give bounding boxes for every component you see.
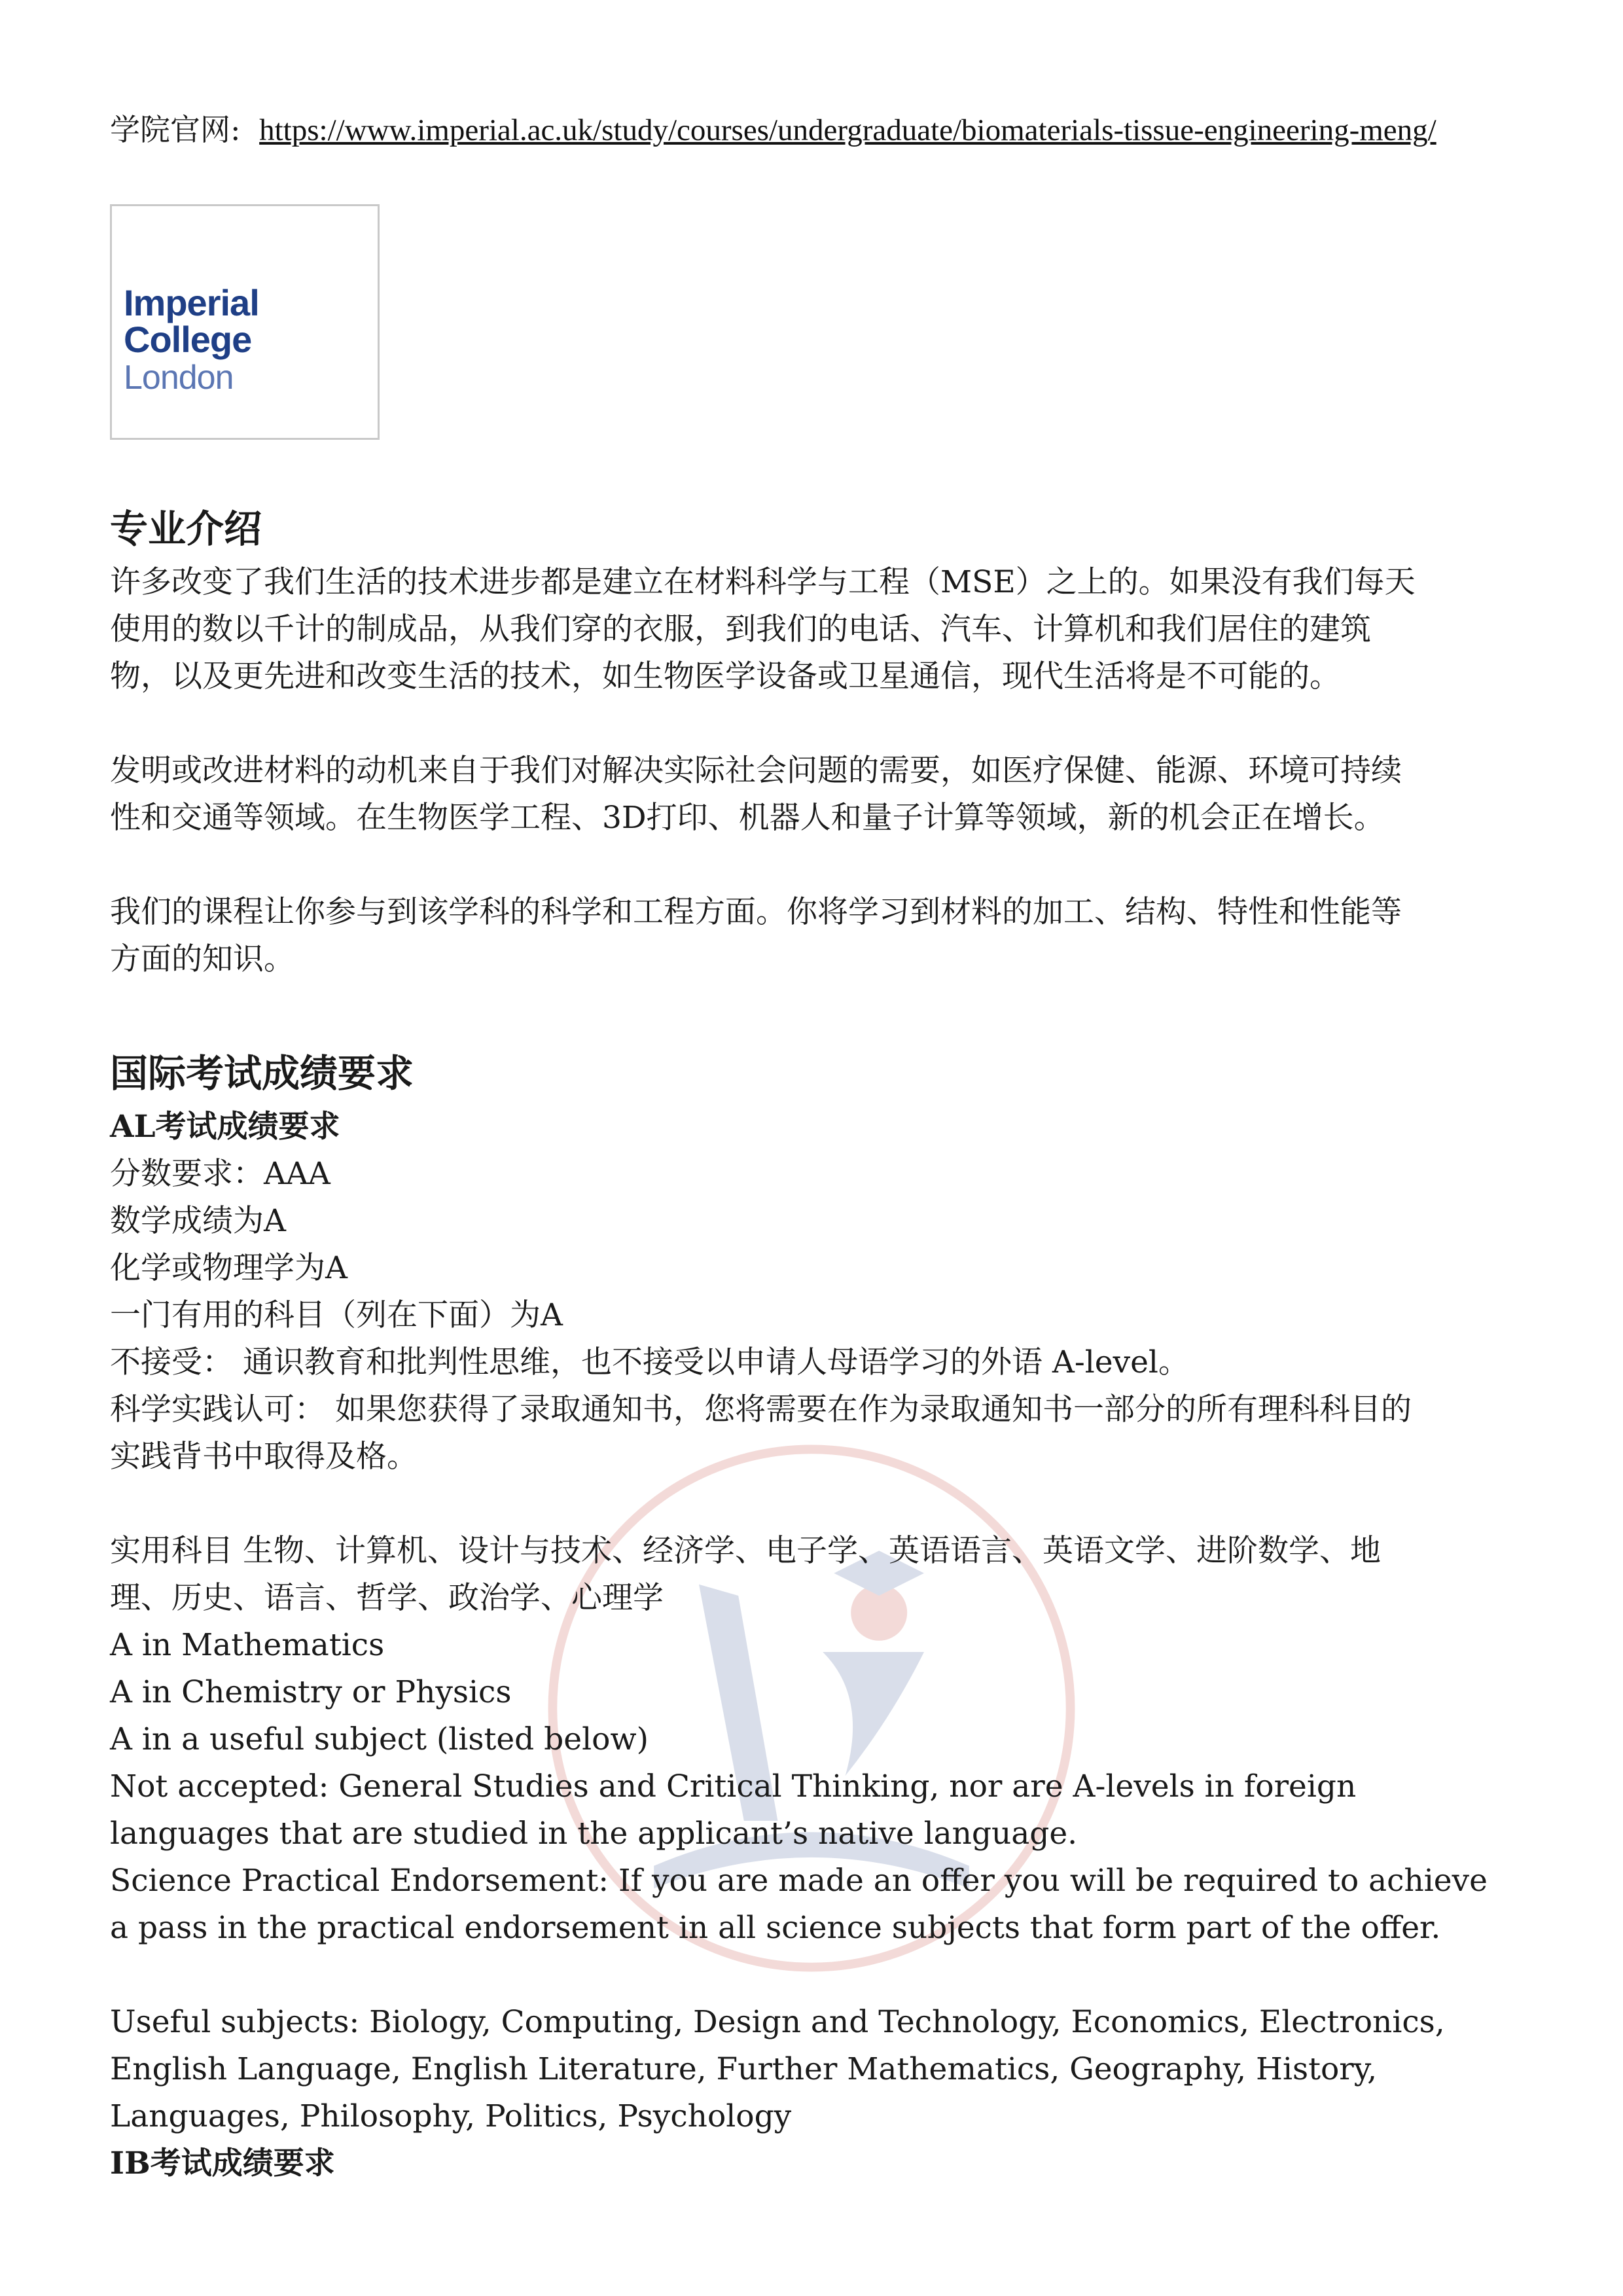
ib-heading: IB考试成绩要求 bbox=[110, 2145, 335, 2181]
useful-subjects-cn bbox=[110, 1528, 1510, 1622]
en-line: languages that are studied in the applicant’s native language. bbox=[110, 1816, 1078, 1852]
useful-subjects-en bbox=[110, 1999, 1510, 2187]
intro-p1-line: 物，以及更先进和改变生活的技术，如生物医学设备或卫星通信，现代生活将是不可能的。 bbox=[110, 658, 1340, 694]
al-line: 化学或物理学为A bbox=[110, 1250, 348, 1286]
useful-en-line: English Language, English Literature, Further Mathematics, Geography, History, bbox=[110, 2051, 1378, 2087]
website-label: 学院官网: bbox=[110, 112, 241, 147]
intro-p3-line: 我们的课程让你参与到该学科的科学和工程方面。你将学习到材料的加工、结构、特性和性能等 bbox=[110, 894, 1402, 930]
intro-p1-line: 使用的数以千计的制成品，从我们穿的衣服，到我们的电话、汽车、计算机和我们居住的建筑 bbox=[110, 611, 1371, 647]
al-requirements-en bbox=[110, 1622, 1510, 1952]
logo-line-1: Imperial College bbox=[124, 282, 259, 360]
intro-paragraph-1 bbox=[110, 559, 1510, 700]
useful-en-line: Languages, Philosophy, Politics, Psychology bbox=[110, 2098, 792, 2134]
al-line: 科学实践认可： 如果您获得了录取通知书，您将需要在作为录取通知书一部分的所有理科科目的 bbox=[110, 1391, 1412, 1427]
al-line: 数学成绩为A bbox=[110, 1203, 286, 1239]
intro-paragraph-2 bbox=[110, 747, 1510, 842]
al-line: 分数要求：AAA bbox=[110, 1156, 330, 1192]
en-line: A in Mathematics bbox=[110, 1627, 385, 1663]
website-link[interactable]: https://www.imperial.ac.uk/study/courses/undergraduate/biomaterials-tissue-engineering-meng/ bbox=[259, 113, 1436, 147]
en-line: Science Practical Endorsement: If you are made an offer you will be required to achieve bbox=[110, 1863, 1488, 1899]
en-line: A in a useful subject (listed below) bbox=[110, 1721, 649, 1757]
college-logo-wordmark bbox=[124, 282, 378, 397]
college-logo bbox=[110, 204, 380, 440]
logo-line-2: London bbox=[124, 359, 234, 397]
en-line: Not accepted: General Studies and Critical Thinking, nor are A-levels in foreign bbox=[110, 1768, 1357, 1804]
useful-cn-line: 实用科目 生物、计算机、设计与技术、经济学、电子学、英语语言、英语文学、进阶数学、地 bbox=[110, 1533, 1381, 1569]
al-heading: AL考试成绩要求 bbox=[110, 1109, 340, 1145]
al-line: 一门有用的科目（列在下面）为A bbox=[110, 1297, 563, 1333]
intro-p1-line: 许多改变了我们生活的技术进步都是建立在材料科学与工程（MSE）之上的。如果没有我们每天 bbox=[110, 564, 1416, 600]
useful-cn-line: 理、历史、语言、哲学、政治学、心理学 bbox=[110, 1580, 664, 1616]
requirements-title: 国际考试成绩要求 bbox=[110, 1051, 414, 1096]
intro-p3-line: 方面的知识。 bbox=[110, 941, 294, 977]
intro-title: 专业介绍 bbox=[110, 507, 262, 551]
intro-p2-line: 性和交通等领域。在生物医学工程、3D打印、机器人和量子计算等领域，新的机会正在增长。 bbox=[110, 800, 1385, 836]
al-line: 实践背书中取得及格。 bbox=[110, 1439, 418, 1475]
useful-en-line: Useful subjects: Biology, Computing, Design and Technology, Economics, Electronics, bbox=[110, 2004, 1445, 2040]
en-line: a pass in the practical endorsement in all science subjects that form part of the offer. bbox=[110, 1910, 1441, 1946]
website-row bbox=[110, 110, 1436, 150]
intro-paragraph-3 bbox=[110, 889, 1510, 983]
al-requirements bbox=[110, 1103, 1510, 1480]
en-line: A in Chemistry or Physics bbox=[110, 1674, 512, 1710]
al-line: 不接受： 通识教育和批判性思维，也不接受以申请人母语学习的外语 A-level。 bbox=[110, 1344, 1189, 1380]
intro-p2-line: 发明或改进材料的动机来自于我们对解决实际社会问题的需要，如医疗保健、能源、环境可持续 bbox=[110, 753, 1402, 789]
